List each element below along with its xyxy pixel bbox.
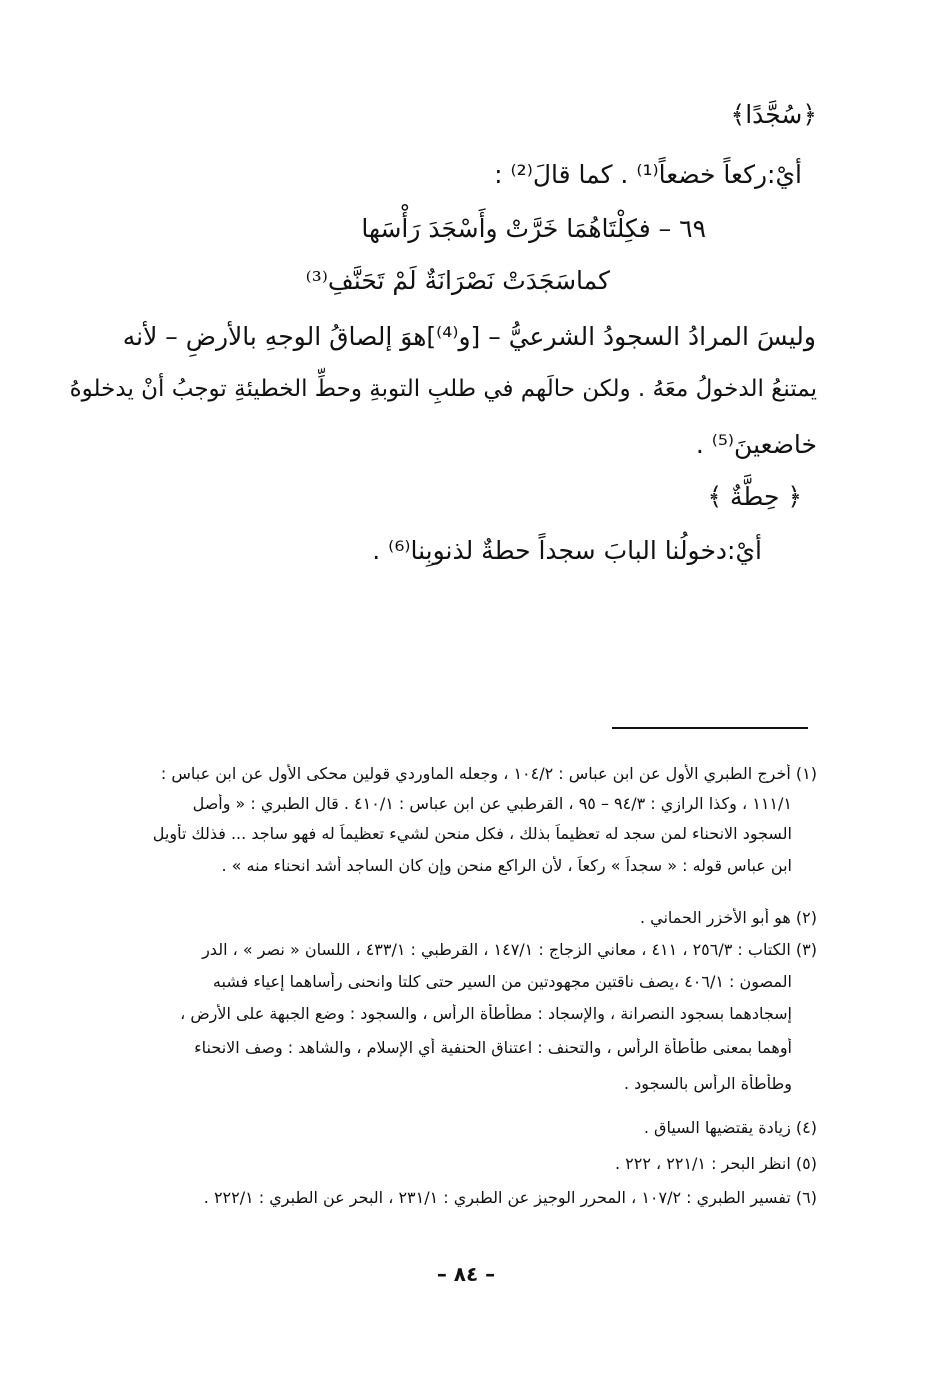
quran-word-sujjadan: ﴿سُجَّدًا﴾	[730, 100, 817, 129]
poetry-verse-second-half: كماسَجَدَتْ نَصْرَانَةٌ لَمْ تَحَنَّفِ⁽³⁾	[305, 266, 610, 295]
footnote-3: (٣) الكتاب : ٢٥٦/٣ ، ٤١١ ، معاني الزجاج : ١٤٧/١ ، القرطبي : ٤٣٣/١ ، اللسان « نصر » ، الدر	[202, 940, 817, 959]
footnote-1: (١) أخرج الطبري الأول عن ابن عباس : ١٠٤/٢ ، وجعله الماوردي قولين محكى الأول عن ابن عباس :	[160, 764, 817, 783]
body-text-line: يمتنعُ الدخولُ معَهُ . ولكن حالَهم في طلبِ التوبةِ وحطِّ الخطيئةِ توجبُ أنْ يدخلوهُ	[69, 376, 817, 402]
footnote-1-cont: ١١١/١ ، وكذا الرازي : ٩٤/٣ – ٩٥ ، القرطبي عن ابن عباس : ٤١٠/١ . قال الطبري : « وأصل	[192, 794, 792, 813]
poetry-verse-first-half: ٦٩ – فكِلْتَاهُمَا خَرَّتْ وأَسْجَدَ رَأْسَها	[361, 214, 706, 243]
explanation-line: أيْ:ركعاً خضعاً⁽¹⁾ . كما قالَ⁽²⁾ :	[494, 160, 802, 189]
footnote-divider	[612, 727, 808, 729]
quran-word-hittatun: ﴿ حِطَّةٌ ﴾	[707, 482, 802, 511]
footnote-3-cont: وطأطأة الرأس بالسجود .	[624, 1074, 792, 1093]
footnote-1-cont: السجود الانحناء لمن سجد له تعظيماً بذلك ، فكل منحن لشيء تعظيماً له فهو ساجد ... فذلك تأويل	[152, 824, 792, 843]
footnote-3-cont: أوهما بمعنى طأطأة الرأس ، والتحنف : اعتناق الحنفية أي الإسلام ، والشاهد : وصف الانحناء	[194, 1038, 792, 1057]
page-number: – ٨٤ –	[436, 1262, 496, 1286]
body-text-line: خاضعينَ⁽⁵⁾ .	[695, 430, 817, 459]
footnote-6: (٦) تفسير الطبري : ١٠٧/٢ ، المحرر الوجيز عن الطبري : ٢٣١/١ ، البحر عن الطبري : ٢٢٢/١ .	[203, 1188, 817, 1207]
explanation-line: أيْ:دخولُنا البابَ سجداً حطةٌ لذنوبِنا⁽⁶⁾ .	[372, 536, 762, 565]
footnote-4: (٤) زيادة يقتضيها السياق .	[643, 1118, 817, 1137]
footnote-3-cont: المصون : ٤٠٦/١ ،يصف ناقتين مجهودتين من السير حتى كلتا وانحنى رأساهما إعياء فشبه	[212, 972, 792, 991]
footnote-3-cont: إسجادهما بسجود النصرانة ، والإسجاد : مطأطأة الرأس ، والسجود : وضع الجبهة على الأرض ،	[180, 1004, 792, 1023]
footnote-2: (٢) هو أبو الأخزر الحماني .	[639, 908, 817, 927]
body-text-line: وليسَ المرادُ السجودُ الشرعيُّ – [و⁽⁴⁾]هوَ إلصاقُ الوجهِ بالأرضِ – لأنه	[122, 322, 816, 351]
footnote-1-cont: ابن عباس قوله : « سجداً » ركعاً ، لأن الراكع منحن وإن كان الساجد أشد انحناء منه » .	[221, 856, 792, 875]
footnote-5: (٥) انظر البحر : ٢٢١/١ ، ٢٢٢ .	[614, 1154, 817, 1173]
